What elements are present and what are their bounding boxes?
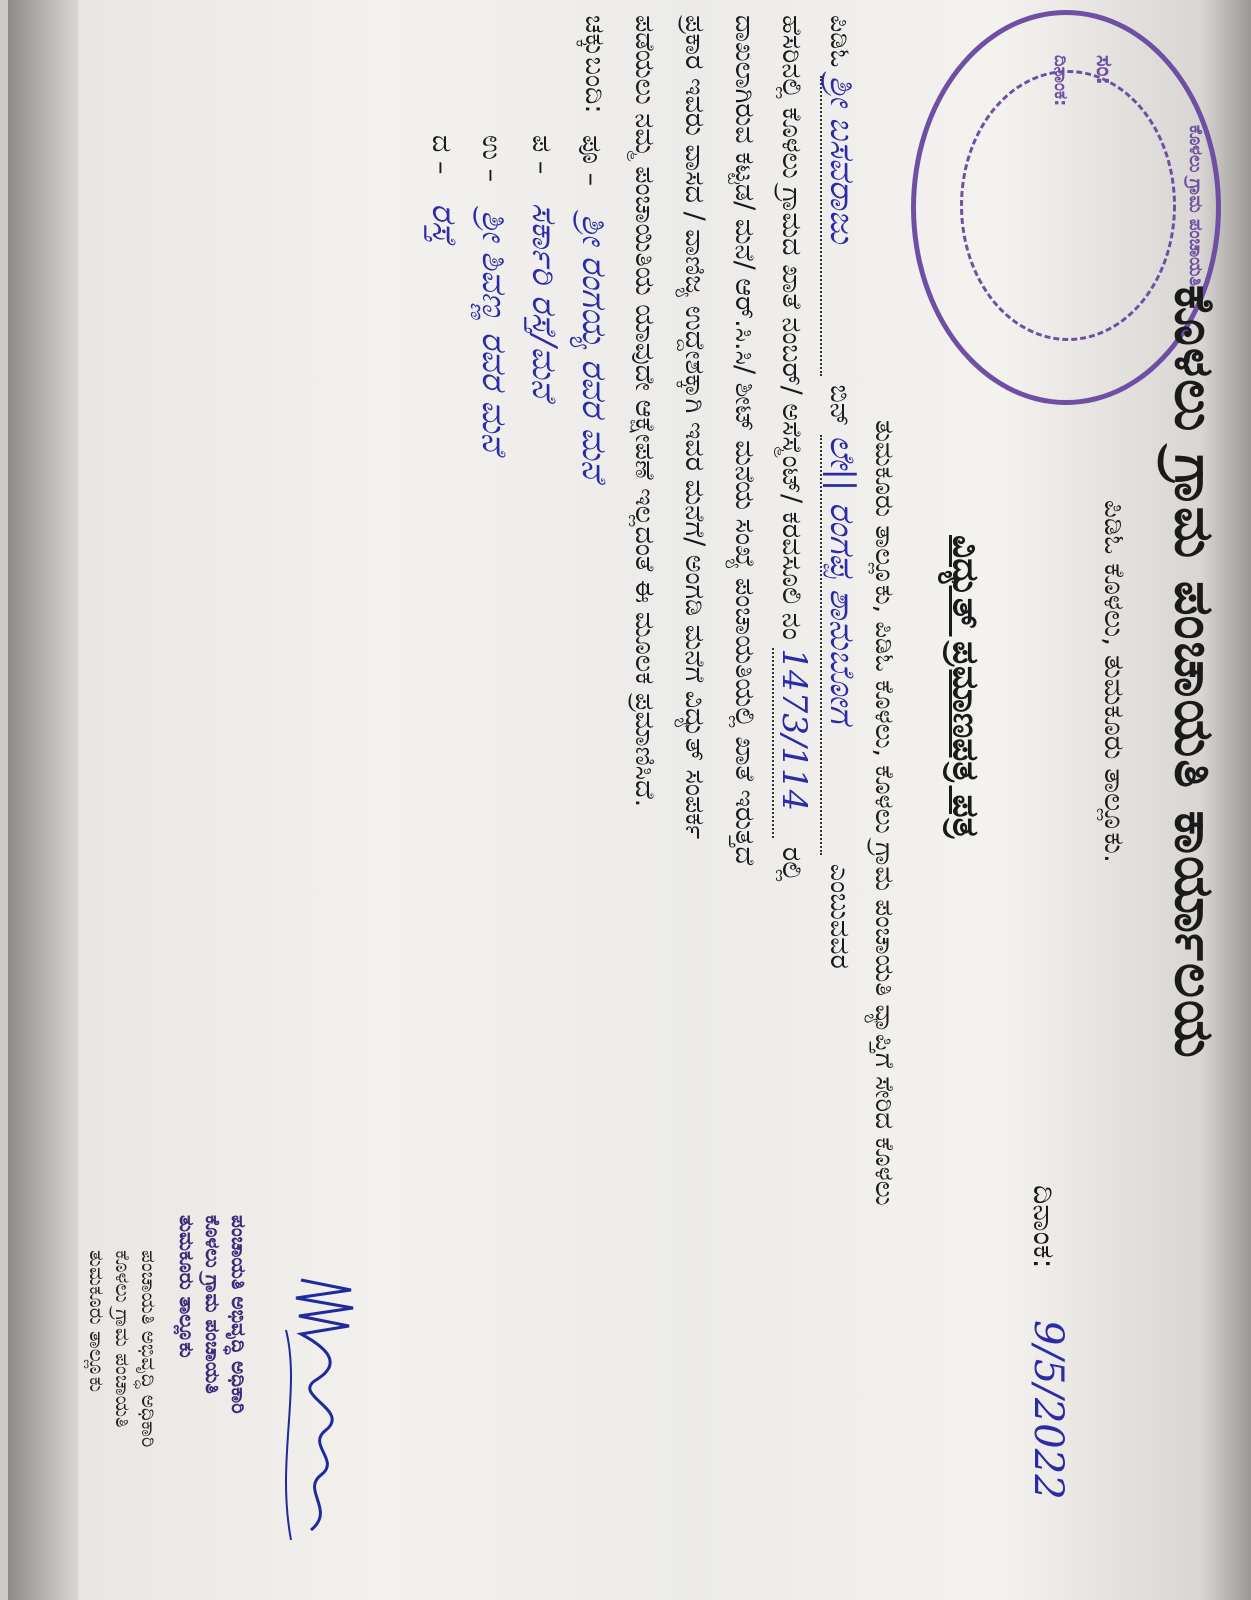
date-label: ದಿನಾಂಕ:: [1026, 1185, 1061, 1269]
boundary-dir: ದ: [426, 135, 457, 153]
paragraph-line-5: ಪ್ರಕಾರ ಇವರು ವಾಸದ / ವಾಣಿಜ್ಯ ಉದ್ದೇಶಕ್ಕಾಗಿ ಇವರ ಮನೆಗೆ/ ಅಂಗಡಿ ಮನೆಗೆ ವಿದ್ಯುತ್ ಸಂಪರ್ಕ: [679, 15, 710, 840]
boundary-row: ದ – ರಸ್ತೆ: [424, 135, 464, 244]
line3-number-field: [772, 648, 814, 838]
line2-mid: ಬಿನ್: [824, 384, 855, 427]
boundary-value: ಸರ್ಕಾರಿ ರಸ್ತೆ/ಮನೆ: [524, 202, 564, 400]
paragraph-line-3: [772, 15, 814, 882]
office-title: ಕೊಳಲು ಗ್ರಾಮ ಪಂಚಾಯತಿ ಕಾರ್ಯಾಲಯ: [1163, 285, 1226, 1060]
boundary-value: ರಸ್ತೆ: [424, 203, 464, 244]
paragraph-line-6: ಪಡೆಯಲು ನಮ್ಮ ಪಂಚಾಯಿತಿಯ ಯಾವುದೇ ಆಕ್ಷೇಪಣೆ ಇಲ್ಲದಂತೆ ಈ ಮೂಲಕ ಪ್ರಮಾಣಿಸಿದೆ.: [629, 15, 660, 808]
paragraph-line-2: [820, 15, 862, 969]
boundaries-label: ಚಕ್ಕುಬಂದಿ:: [579, 15, 610, 114]
boundary-row: ಪೂ – ಶ್ರೀ ರಂಗಯ್ಯ ರವರ ಮನೆ: [574, 135, 614, 481]
boundary-row: ಉ – ಶ್ರೀ ಶಿವಣ್ಣ ರವರ ಮನೆ: [474, 135, 514, 453]
signature-stamp-line-3: ತುಮಕೂರು ತಾಲ್ಲೂಕು: [175, 1215, 199, 1358]
paragraph-line-4: ದಾಖಲಾಗಿರುವ ಕಟ್ಟಡ/ ಮನೆ/ ಆರ್.ಸಿ.ಸಿ/ ಶೀಟ್ ಮನೆಯ ಸಂಖ್ಯೆ ಪಂಚಾಯತಿಯಲ್ಲಿ ಖಾತೆ ಇರುತ್ತದೆ: [729, 15, 760, 866]
line2-suffix: ಎಂಬುವವರ: [824, 863, 855, 969]
signature-place: ಕೊಳಲು ಗ್ರಾಮ ಪಂಚಾಯತಿ: [111, 1250, 135, 1428]
seal-center-number: ಸಂ:: [1091, 55, 1116, 86]
line3-prefix: ಹೆಸರಿನಲ್ಲಿ ಕೊಳಲು ಗ್ರಾಮದ ಖಾತೆ ನಂಬರ್/ ಅಸೆಸ್ಮೆಂಟ್/ ಕರವಸೂಲಿ ನಂ: [776, 15, 807, 640]
boundary-row: ಪ – ಸರ್ಕಾರಿ ರಸ್ತೆ/ಮನೆ: [524, 135, 564, 400]
certificate-heading: ವಿದ್ಯುತ್ ಪ್ರಮಾಣಪತ್ರ ಪತ್ರ: [945, 535, 986, 839]
line3-suffix: ರಲ್ಲಿ: [776, 846, 807, 882]
handwritten-signature: [261, 1270, 371, 1550]
paragraph-line-1: ತುಮಕೂರು ತಾಲ್ಲೂಕು, ಪಿಡಿಓ ಕೊಳಲು, ಕೊಳಲು ಗ್ರಾಮ ಪಂಚಾಯತಿ ವ್ಯಾಪ್ತಿಗೆ ಸೇರಿದ ಕೊಳಲು: [869, 420, 899, 1206]
signature-taluk: ತುಮಕೂರು ತಾಲ್ಲೂಕು: [85, 1250, 109, 1393]
line2-name: ಶ್ರೀ ಬಸವರಾಜು: [822, 76, 862, 244]
date-value: 9/5/2022: [1025, 1320, 1071, 1500]
office-seal-inner-ring: [960, 70, 1176, 341]
signature-stamp-line-2: ಕೊಳಲು ಗ್ರಾಮ ಪಂಚಾಯತಿ: [201, 1215, 225, 1394]
boundary-dir: ಪ: [526, 135, 557, 153]
line2-name-field: [820, 76, 862, 376]
seal-ring-text: ಕೊಳಲು ಗ್ರಾಮ ಪಂಚಾಯತಿ: [1185, 125, 1206, 286]
office-address: ಪಿಡಿಓ ಕೊಳಲು, ತುಮಕೂರು ತಾಲ್ಲೂಕು.: [1098, 500, 1131, 863]
line2-father-field: [820, 435, 862, 855]
seal-center-date: ದಿನಾಂಕ:: [1050, 55, 1071, 107]
boundary-value: ಶ್ರೀ ಶಿವಣ್ಣ ರವರ ಮನೆ: [474, 210, 514, 453]
boundary-value: ಶ್ರೀ ರಂಗಯ್ಯ ರವರ ಮನೆ: [574, 214, 614, 481]
signature-role: ಪಂಚಾಯತಿ ಅಭಿವೃದ್ಧಿ ಅಧಿಕಾರಿ: [137, 1250, 161, 1448]
line2-father: ಲೇ|| ರಂಗಪ್ಪ ಶಾನುಬೋಗ: [822, 435, 862, 724]
boundary-dir: ಉ: [476, 135, 507, 161]
boundary-dir: ಪೂ: [576, 135, 607, 165]
line2-prefix: ಪಿಡಿಓ: [824, 15, 855, 68]
line3-number: 1473/114: [774, 648, 814, 812]
signature-stamp-line-1: ಪಂಚಾಯತಿ ಅಭಿವೃದ್ಧಿ ಅಧಿಕಾರಿ: [227, 1215, 251, 1414]
